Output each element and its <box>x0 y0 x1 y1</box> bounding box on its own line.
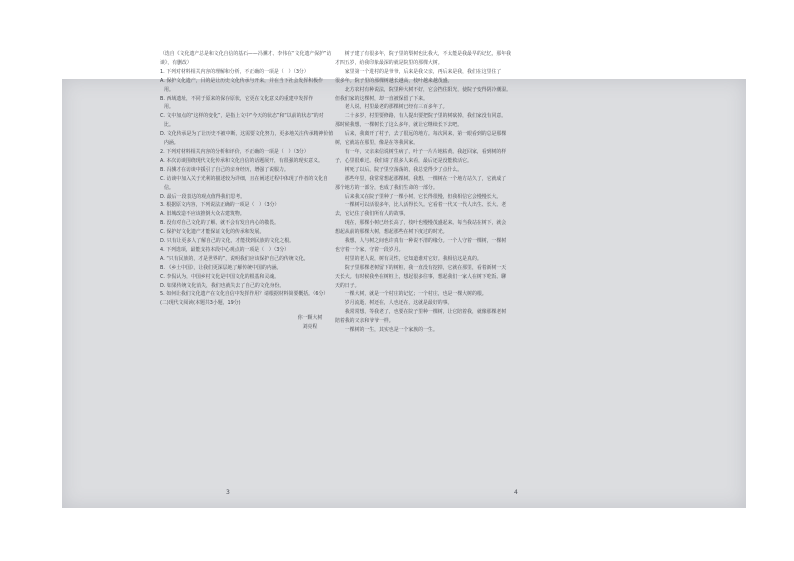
text-line: 我想，人与树之间也许真有一种说不清的缘分。一个人守着一棵树，一棵树 <box>335 238 507 245</box>
text-line: 树子建了有很多年，院子里的梨树也比我大，不太能是我最早的记忆，那年我 <box>335 51 512 57</box>
text-line: 比。 <box>164 122 174 129</box>
text-line: 二十多岁，村里要修路，有人提出要把院子里的树砍掉，我们家没有同意。 <box>335 113 507 120</box>
text-line: 我常常想，等我老了，也要在院子里种一棵树，让它陪着我，就像那棵老树 <box>335 309 507 316</box>
right-page-text <box>335 50 635 428</box>
text-line: （选自《文化遗产总是和文化自信的基石——冯骥才、李伟在“文化遗产保护”访 <box>160 51 332 57</box>
text-line: 村里的老人说，树有灵性，它知道谁对它好。我相信这是真的。 <box>335 255 482 262</box>
right-page-number: 4 <box>514 489 518 496</box>
article-title: 你一颗大树 <box>297 315 323 322</box>
text-line: 去，它记住了我们所有人的故事。 <box>335 211 409 218</box>
text-line: 树，它就站在那里，像是在等我回家。 <box>335 140 419 147</box>
text-line: C. 文中加点的“这样的变化”，是指上文中“今天的状态”和“以前的状态”的对 <box>160 113 324 120</box>
text-line: 北方农村有种说法，院里种大树不好，它会挡住阳光，使院子变得阴冷潮湿。 <box>335 86 512 93</box>
text-line: 一棵树的一生，其实也是一个家族的一生。 <box>335 327 438 334</box>
text-line: 树死了以后，院子里空荡荡的，我总觉得少了点什么。 <box>335 166 463 173</box>
text-line: 后来我又在院子里种了一棵小树，它长得很慢，但我相信它会慢慢长大。 <box>335 193 502 200</box>
text-line: A. 保护文化遗产，目的是让历史文化传承与开来，并在当下社会发挥积极作 <box>160 77 323 84</box>
text-line: 1. 下列对材料相关内容的理解和分析，不正确的一项是（ ）（3分） <box>160 68 309 75</box>
text-line: 天长大。有时候我坐在树桩上，想起很多往事，想起我们一家人在树下吃饭、聊 <box>335 273 507 280</box>
text-line: 那个地方的一部分，也成了我们生命的一部分。 <box>335 184 438 191</box>
text-line: 但我们家的这棵树，却一直被保留了下来。 <box>335 95 428 102</box>
text-line: D. 最后一段表达的观点值得我们思考。 <box>160 193 246 200</box>
text-line: 信。 <box>164 184 174 191</box>
text-line: 现在，那棵小树已经长高了，枝叶也慢慢茂盛起来。每当我站在树下，就会 <box>335 220 507 227</box>
text-line: 2. 下列对材料相关内容的分析和评价，不正确的一项是（ ）（3分） <box>160 148 309 155</box>
left-page-number: 3 <box>226 489 230 496</box>
text-line: 老人说，村里最老的那棵树已经有三百多年了。 <box>335 104 448 111</box>
text-line: 岁月流逝，树还在，人也还在，这就是最好的事。 <box>335 300 453 307</box>
text-line: B. 冯骥才在访谈中援引了自己的亲身经历，增强了说服力。 <box>160 166 289 173</box>
text-line: C. 保护好文化遗产才能保证文化的传承和发展。 <box>160 229 265 236</box>
text-line: C. 李侃认为，中国乡村文化是中国文化的根基和灵魂。 <box>160 273 280 280</box>
text-line: 后来，我离开了村子，去了很远的地方。每次回来，第一眼看到的总是那棵 <box>335 131 507 138</box>
text-line: B. 西域遗址，不同于原来的保存原状，它更在文化意义的重建中发挥作 <box>160 95 314 102</box>
text-line: 子，心里很难过。我们请了很多人来看，最后还是没能救活它。 <box>335 157 472 164</box>
text-line: 想起从前的那棵大树，想起那些在树下度过的时光。 <box>335 229 448 236</box>
text-line: C. 访谈中加入关于光利的描述较为详细，且在阐述过程中体现了作者的文化自 <box>160 175 328 182</box>
text-line: 有一年，父亲来信说树生病了，叶子一片片地枯黄。我赶回家，看到树的样 <box>335 148 507 155</box>
text-line: 一棵树可以活很多年，比人活得长久。它看着一代又一代人出生、长大、老 <box>335 202 507 209</box>
text-line: 谈》，有删改） <box>160 59 192 66</box>
text-line: 也守着一个家，守着一段岁月。 <box>335 246 404 253</box>
text-line: 用。 <box>164 104 174 111</box>
text-line: B. 《乡土中国》，让我们更深层地了解传统中国的内涵。 <box>160 264 282 271</box>
text-line: D. 如果传统文化消失，我们也就失去了自己的文化身份。 <box>160 282 285 289</box>
text-line: 陪着我的父亲和爷爷一样。 <box>335 318 394 325</box>
text-line: 那些年里，我常常想起那棵树。我想，一棵树在一个地方站久了，它就成了 <box>335 175 507 182</box>
text-line: 内涵。 <box>164 140 179 147</box>
text-line: 很多年。院子里的那棵树越长越高，枝叶越来越茂盛。 <box>335 77 453 84</box>
text-line: 3. 根据原文内容，下列说法正确的一项是（ ）（3分） <box>160 202 280 209</box>
text-line: 4. 下列选项，最能支持本段中心观点的一项是（ ）（3分） <box>160 246 290 253</box>
text-line: 院子里那棵老树留下的树桩，我一直没有挖掉，它就在那里，看着新树一天 <box>335 264 507 271</box>
text-line: 用。 <box>164 86 174 93</box>
text-line: 天的日子。 <box>335 282 360 289</box>
text-line: (二)现代文阅读(本题共3小题，19分) <box>160 300 241 307</box>
text-line: B. 没有对自己文化的了解，就不会有发自内心的敬畏。 <box>160 220 279 227</box>
text-line: 家里第一个进村的是爷爷，后来是我父亲，再后来是我，我们在这里住了 <box>335 68 502 75</box>
text-line: D. 只有让更多人了解自己的文化，才能找到民族的文化之根。 <box>160 238 295 245</box>
text-line: 那时候我想，一棵树长了这么多年，就让它继续长下去吧。 <box>335 122 463 129</box>
text-line: 一棵大树，就是一个村庄的记忆；一个村庄，也是一棵大树的根。 <box>335 291 487 298</box>
text-line: 才四五岁，给我印象最深的就是院里的那棵大树。 <box>335 59 443 66</box>
text-line: A. “只有民族的，才是世界的”，说明我们应该保护自己的传统文化。 <box>160 255 309 262</box>
text-line: D. 文化传承是为了让历史不被中断，这需要文化努力，更多地关注传承精神价值 <box>160 131 334 138</box>
text-line: A. 本次访谈围绕现代文化传承和文化自信的话题展开，有很强的现实意义。 <box>160 157 323 164</box>
text-line: 5. 如何让我们文化遗产在文化自信中发挥作用？请根据材料简要概括。（6分） <box>160 291 329 298</box>
text-line: A. 旧城改造不应该推倒大众古建筑物。 <box>160 211 245 218</box>
article-author: 刘亮程 <box>302 324 318 331</box>
